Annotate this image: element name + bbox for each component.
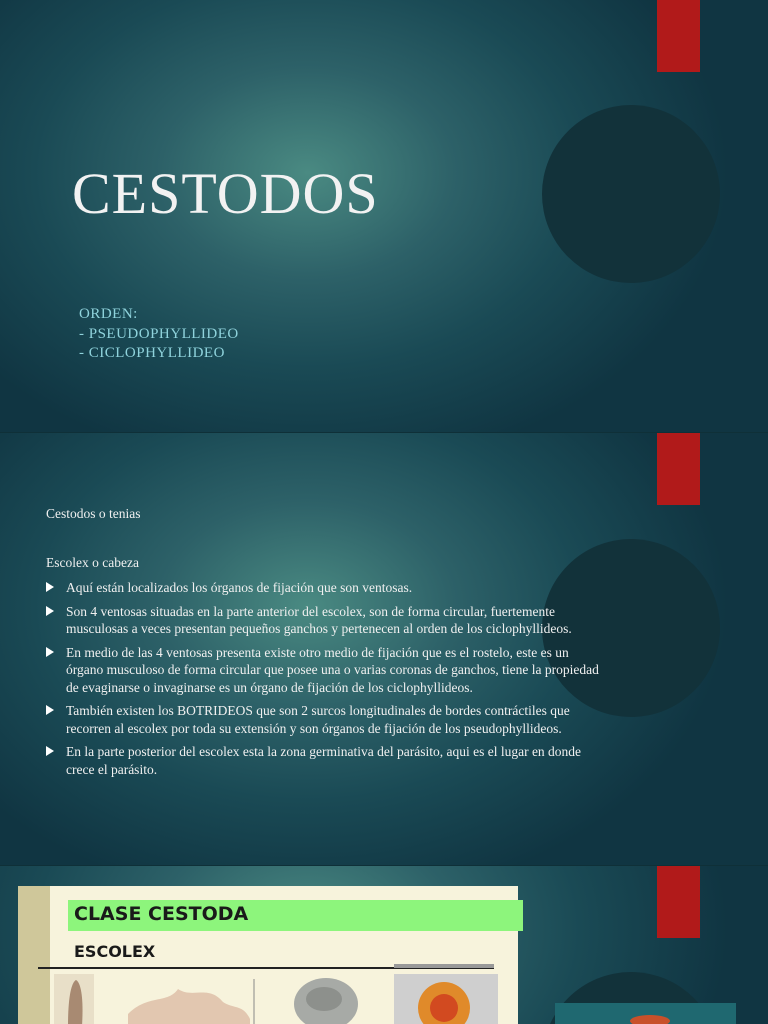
slide-image	[0, 866, 768, 1024]
subtitle-line: - CICLOPHYLLIDEO	[79, 345, 225, 361]
subtitle-line: - PSEUDOPHYLLIDEO	[79, 325, 239, 342]
scolex-photo-4	[394, 974, 498, 1024]
figure-subtitle: ESCOLEX	[74, 942, 156, 961]
decorative-circle	[542, 105, 720, 283]
specimen-image	[555, 1003, 736, 1024]
scolex-photo-3	[276, 974, 376, 1024]
figure-title: CLASE CESTODA	[74, 903, 249, 925]
scolex-photo-1	[54, 974, 114, 1024]
list-item	[46, 579, 606, 597]
scolex-photo-2	[118, 974, 258, 1024]
slide-title-text: CESTODOS	[72, 161, 379, 226]
triangle-bullet-icon	[46, 705, 54, 715]
triangle-bullet-icon	[46, 606, 54, 616]
triangle-bullet-icon	[46, 647, 54, 657]
subtitle-line: ORDEN:	[79, 306, 138, 322]
red-accent-bar	[657, 0, 700, 72]
bullet-list	[46, 579, 606, 784]
bullet-text: También existen los BOTRIDEOS que son 2 surcos longitudinales de bordes contráctiles que recorren al escolex por toda su extensión y son órganos de fijación de los pseudophyllideos.	[66, 703, 570, 736]
triangle-bullet-icon	[46, 582, 54, 592]
figure-side-stripe	[18, 886, 50, 1024]
section-subheading: Escolex o cabeza	[46, 555, 139, 570]
embedded-figure	[18, 886, 518, 1024]
figure-header-band	[68, 900, 523, 931]
bullet-text: En medio de las 4 ventosas presenta existe otro medio de fijación que es el rostelo, este es un órgano musculoso de forma circular que posee una o varias coronas de ganchos, tiene la propiedad de evaginarse o invaginarse es un órgano de fijación de los ciclophyllideos.	[66, 644, 599, 695]
image-thumbnail-edge	[555, 1003, 736, 1024]
slide-content	[0, 433, 768, 865]
section-heading: Cestodos o tenias	[46, 506, 141, 521]
slide-title	[0, 0, 768, 432]
red-accent-bar	[657, 866, 700, 938]
list-item	[46, 702, 606, 737]
bullet-text: Son 4 ventosas situadas en la parte anterior del escolex, son de forma circular, fuertemente musculosas a veces presentan pequeños ganchos y pertenecen al orden de los ciclophyllideos.	[66, 603, 572, 636]
list-item	[46, 644, 606, 697]
bullet-text: En la parte posterior del escolex esta la zona germinativa del parásito, aqui es el lugar en donde crece el parásito.	[66, 744, 582, 777]
red-accent-bar	[657, 433, 700, 505]
list-item	[46, 603, 606, 638]
slide-subtitle	[79, 305, 239, 364]
list-item	[46, 743, 606, 778]
triangle-bullet-icon	[46, 746, 54, 756]
figure-grey-bar	[394, 964, 494, 968]
bullet-text: Aquí están localizados los órganos de fijación que son ventosas.	[66, 580, 413, 595]
